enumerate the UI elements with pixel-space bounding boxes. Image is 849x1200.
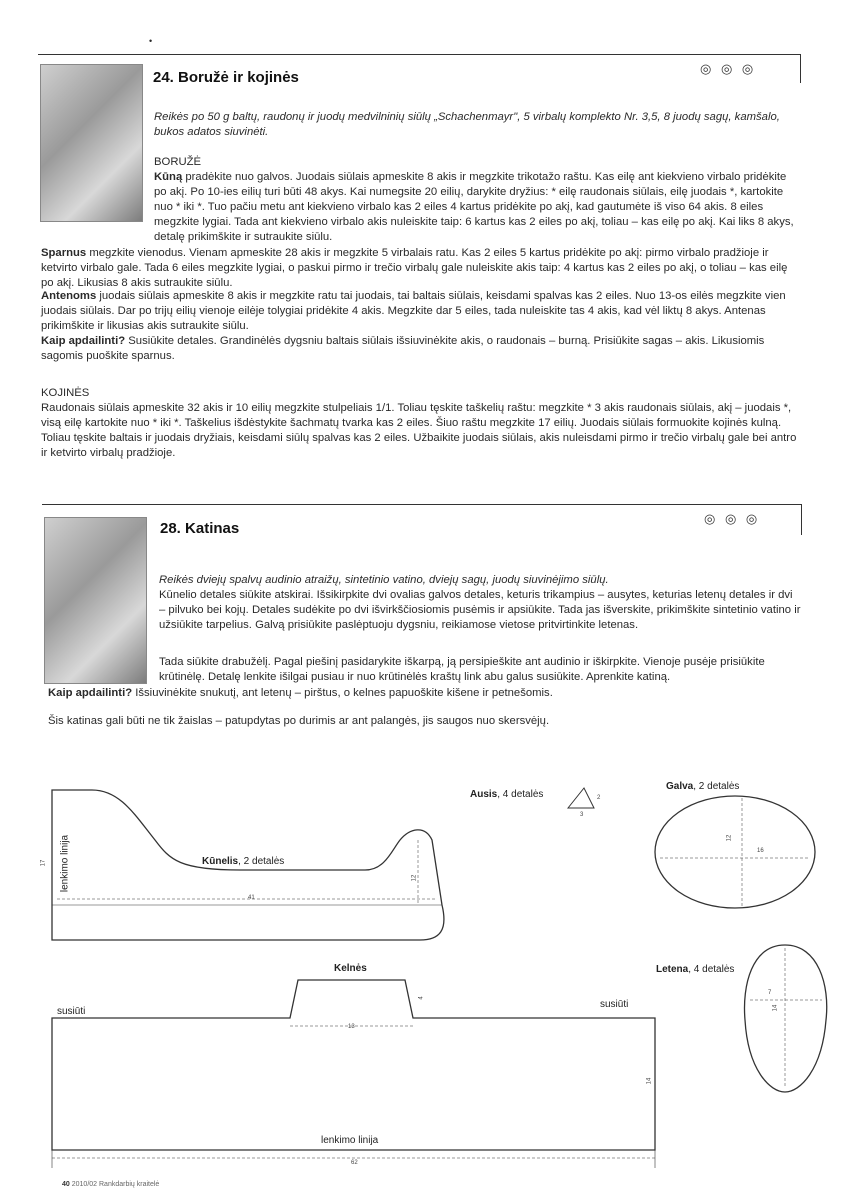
- katinas-p1: Kūnelio detales siūkite atskirai. Išsikirpkite dvi ovalias galvos detales, keturis trikampius – ausytes, keturias letenų detales ir dvi – pilvuko bei kojų. Detales sudėkite po dvi išvirkščiosiomis pusėmis ir apsiūkite. Tada jas išverskite, prikimškite sintetinio vatino ir užsiūkite tarpelius. Galvą prisiūkite paslėptuoju dygsniu, reikiamose vietose pritvirtinkite letenas.: [159, 589, 801, 631]
- issue-name: 2010/02 Rankdarbių kraitelė: [71, 1181, 160, 1188]
- ausis-label: [470, 789, 543, 800]
- susiuti-left: susiūti: [57, 1006, 86, 1017]
- dim-41: 41: [248, 895, 255, 901]
- boruze-subheading: BORUŽĖ: [154, 156, 202, 168]
- letena-label: [656, 964, 734, 975]
- difficulty-icons: ◎ ◎ ◎: [700, 61, 757, 76]
- apdailinti2-label: Kaip apdailinti?: [48, 687, 133, 699]
- top-mark: •: [149, 36, 153, 46]
- dim-7: 7: [768, 990, 772, 996]
- dim-13: 13: [348, 1024, 355, 1030]
- sparnus-text: megzkite vienodus. Vienam apmeskite 28 akis ir megzkite 5 virbalais ratu. Kas 2 eiles 5 kartus pridėkite po akį: pirmo virbalo pradžioje ir ketvirto virbalo gale. Tada 6 eiles megzkite lygiai, o paskui pirmo ir trečio virbalų gale nuleiskite akis taip: 4 kartus kas 2 eiles po akį, o toliau – kas eilę po akį. Likusias 8 akis sutraukite siūlu.: [41, 247, 788, 289]
- dim-62: 62: [351, 1160, 358, 1166]
- section2-intro: Reikės dviejų spalvų audinio atraižų, sintetinio vatino, dviejų sagų, juodų siuvinėjimo siūlų.: [159, 574, 609, 586]
- lenkimo-linija-bottom: lenkimo linija: [321, 1135, 379, 1146]
- dim-17: 17: [40, 859, 47, 867]
- dim-4: 4: [418, 996, 425, 1000]
- kelnes-label: Kelnės: [334, 963, 367, 974]
- kunelis-count: , 2 detalės: [238, 856, 285, 867]
- letena-count: , 4 detalės: [688, 964, 735, 975]
- antenoms-label: Antenoms: [41, 290, 97, 302]
- ausis-outline: [568, 788, 594, 808]
- dim-2: 2: [597, 795, 601, 801]
- dim-12: 12: [411, 874, 418, 882]
- galva-label: [666, 781, 739, 792]
- kuna-label: Kūną: [154, 171, 183, 183]
- difficulty-icons-2: ◎ ◎ ◎: [704, 511, 761, 526]
- kunelis-label: [202, 856, 284, 867]
- letena-name: Letena: [656, 964, 689, 975]
- katinas-closing: Šis katinas gali būti ne tik žaislas – patupdytas po durimis ar ant palangės, jis saugos nuo skersvėjų.: [48, 715, 550, 727]
- dim-14b: 14: [772, 1004, 779, 1012]
- kojines-subheading: KOJINĖS: [41, 387, 90, 399]
- apdailinti1-text: Susiūkite detales. Grandinėlės dygsniu baltais siūlais išsiuvinėkite akis, o raudonais – burną. Prisiūkite sagas – akis. Likusiomis sagomis puoškite sparnus.: [41, 335, 765, 362]
- lenkimo-linija-vertical: lenkimo linija: [59, 834, 71, 893]
- letena-outline: [744, 945, 826, 1092]
- susiuti-right: susiūti: [600, 999, 629, 1010]
- galva-outline: [655, 796, 815, 908]
- section1-intro: Reikės po 50 g baltų, raudonų ir juodų medvilninių siūlų „Schachenmayr", 5 virbalų komplekto Nr. 3,5, 8 juodų sagų, kamšalo, bukos adatos siuvinėti.: [154, 111, 780, 138]
- apdailinti1-label: Kaip apdailinti?: [41, 335, 126, 347]
- antenoms-text: juodais siūlais apmeskite 8 akis ir megzkite ratu tai juodais, tai baltais siūlais, keisdami spalvas kas 2 eiles. Nuo 13-os eilės megzkite vien juodais siūlais. Dar po trijų eilių vienoje eilėje tolygiai pridėkite 4 akis. Megzkite dar 5 eiles, tada nuleiskite tas 4 akis, kad vėl liktų 8 akys. Antenas prikimškite ir likusias akis sutraukite siūlu.: [41, 290, 786, 332]
- ausis-count: , 4 detalės: [497, 789, 544, 800]
- galva-count: , 2 detalės: [693, 781, 740, 792]
- kuna-text: pradėkite nuo galvos. Juodais siūlais apmeskite 8 akis ir megzkite trikotažo raštu. Kas eilę ant kiekvieno virbalo pridėkite po akį. Po 10-ies eilių turi būti 48 akys. Kai numegsite 20 eilių, darykite dryžius: * eilę raudonais siūlais, eilę juodais *, kartokite nuo * iki *. Tuo pačiu metu ant kiekvieno virbalo kas 2 eiles 4 kartus pridėkite po akį, kad gautumėte iš viso 64 akis. 8 eiles megzkite lygiai. Tada ant kiekvieno virbalo akis nuleiskite taip: 6 kartus kas 2 eiles po akį, toliau – kas eilę po akį. Kai liks 8 akys, detalę prikimškite ir sutraukite siūlu.: [154, 171, 794, 243]
- dim-14: 14: [646, 1077, 653, 1085]
- apdailinti2-text: Išsiuvinėkite snukutį, ant letenų – pirštus, o kelnes papuoškite kišene ir petnešomis.: [132, 687, 553, 699]
- page-number: 40: [62, 1181, 70, 1188]
- galva-name: Galva: [666, 781, 694, 792]
- footer: [62, 1181, 159, 1188]
- kunelis-name: Kūnelis: [202, 856, 239, 867]
- dim-3: 3: [580, 812, 584, 818]
- kojines-paragraph: Raudonais siūlais apmeskite 32 akis ir 10 eilių megzkite stulpeliais 1/1. Toliau tęskite taškelių raštu: megzkite * 3 akis raudonais siūlais, akį – juodais *, visą eilę kartokite nuo * iki *. Taškelius išdėstykite šachmatų tvarka kas 2 eiles. Šiuo raštu megzkite 17 eilių. Juodais siūlais formuokite kojinės kulną. Toliau tęskite baltais ir juodais dryžiais, keisdami siūlų spalvas kas 2 eiles. Užbaikite juodais siūlais, akis nuleisdami pirmo ir trečio virbalų gale bei antro ir ketvirto virbalų pradžioje.: [41, 402, 797, 459]
- katinas-p2: Tada siūkite drabužėlį. Pagal piešinį pasidarykite iškarpą, ją persipieškite ant audinio ir iškirpkite. Vienoje pusėje prisiūkite krūtinėlę. Detalę lenkite išilgai pusiau ir nuo krūtinėlės kraštų link abu galus susiūkite. Aprenkite katiną.: [159, 656, 765, 683]
- section2-title: 28. Katinas: [160, 520, 240, 537]
- kelnes-outline: [52, 980, 655, 1150]
- dim-12b: 12: [726, 834, 733, 842]
- section1-title: 24. Boružė ir kojinės: [153, 69, 299, 86]
- sparnus-label: Sparnus: [41, 247, 87, 259]
- dim-16: 16: [757, 848, 764, 854]
- ausis-name: Ausis: [470, 789, 498, 800]
